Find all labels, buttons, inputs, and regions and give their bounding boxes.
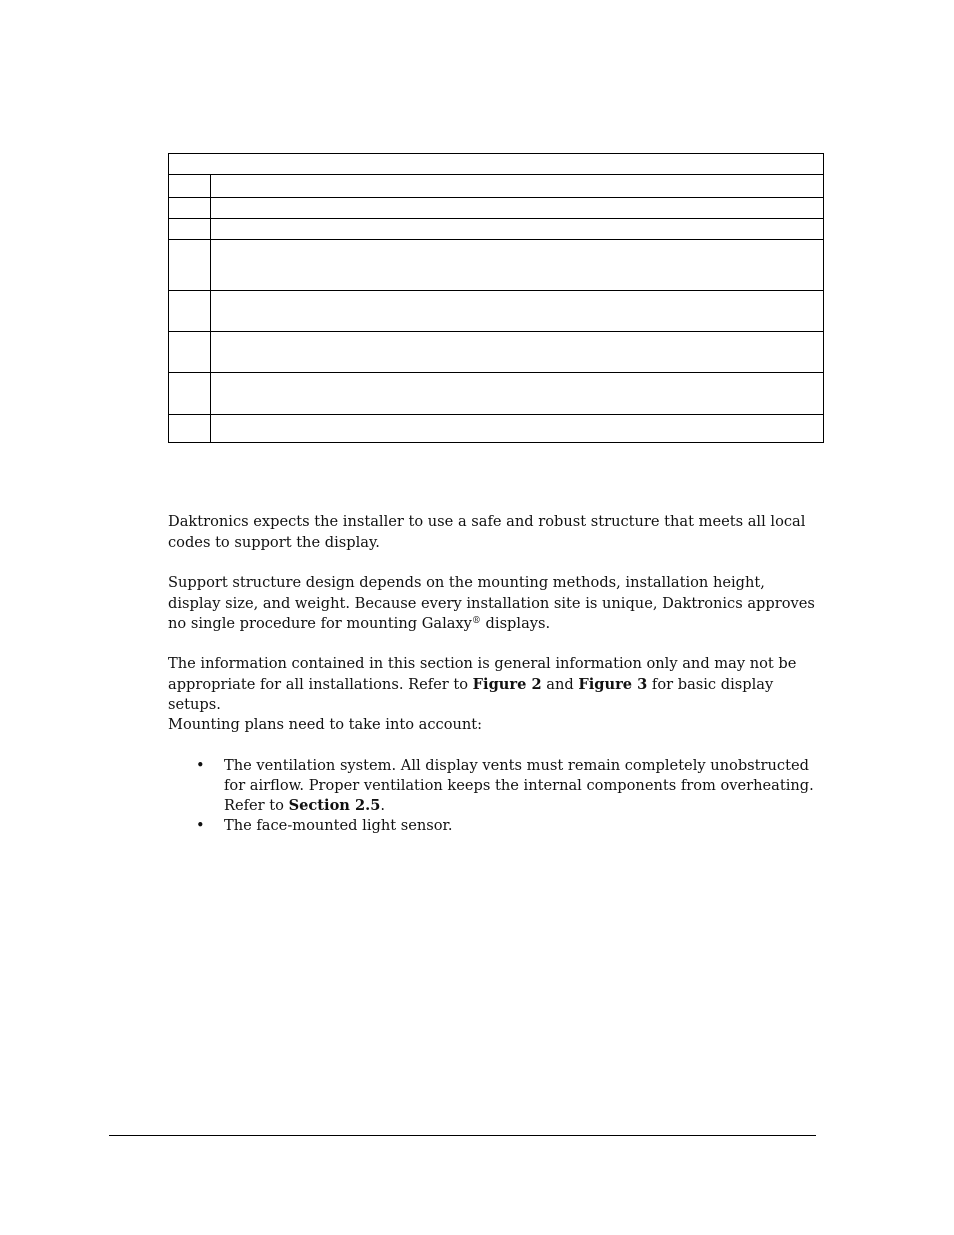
table-cell-text [211, 219, 824, 240]
table-cell-text [211, 332, 824, 373]
paragraph-text-segment: and [541, 675, 579, 693]
paragraph-text: Mounting plans need to take into account: [168, 716, 483, 733]
table-row [169, 373, 824, 415]
paragraph-mounting-plans [168, 715, 818, 736]
table-cell-text [211, 415, 824, 443]
list-item-text: . [380, 797, 386, 814]
table-row [169, 240, 824, 291]
table-row [169, 219, 824, 240]
paragraph-text [168, 573, 818, 635]
figure-3-reference: Figure 3 [578, 675, 648, 693]
table-cell-text [211, 240, 824, 291]
paragraph-general-info [168, 654, 818, 716]
mounting-considerations-list [168, 756, 818, 836]
footer-divider [109, 1135, 816, 1136]
table-cell-number [169, 291, 211, 332]
table-cell-number [169, 373, 211, 415]
list-item [168, 756, 818, 816]
table-cell-number [169, 240, 211, 291]
checklist-table [168, 153, 824, 443]
bullet-marker: • [196, 817, 205, 834]
table-row [169, 175, 824, 198]
table-cell-number [169, 332, 211, 373]
paragraph-text-segment: displays. [480, 615, 551, 632]
table-cell-number [169, 219, 211, 240]
figure-2-reference: Figure 2 [472, 675, 542, 693]
table-cell-number [169, 415, 211, 443]
list-item [168, 816, 818, 836]
table-cell-number [169, 198, 211, 219]
paragraph-structure-design [168, 573, 818, 635]
paragraph-structure-expectation [168, 512, 818, 553]
registered-mark: ® [471, 616, 481, 626]
table-row [169, 291, 824, 332]
list-item-text: The ventilation system. All display vents must remain completely unobstructed for airflow. Proper ventilation keeps the internal components from overheating. Refer to [224, 757, 814, 814]
table-header-cell [169, 154, 824, 175]
table-cell-text [211, 198, 824, 219]
paragraph-text-segment: for basic display setups. [168, 675, 774, 713]
paragraph-text-segment: Support structure design depends on the mounting methods, installation height, display size, and weight. Because every installation site is unique, Daktronics approves no single procedure for mounting Galaxy [168, 574, 815, 632]
paragraph-text-segment: The information contained in this section is general information only and may not be appropriate for all installations. Refer to [168, 655, 797, 693]
table-cell-text [211, 291, 824, 332]
list-item-text: The face-mounted light sensor. [224, 817, 453, 834]
paragraph-text [168, 654, 818, 716]
table-row [169, 198, 824, 219]
bullet-marker: • [196, 757, 205, 774]
paragraph-text: Daktronics expects the installer to use a safe and robust structure that meets all local codes to support the display. [168, 513, 806, 551]
table-cell-text [211, 373, 824, 415]
table-header-row [169, 154, 824, 175]
table-cell-text [211, 175, 824, 198]
table-row [169, 332, 824, 373]
table-row [169, 415, 824, 443]
section-reference: Section 2.5 [288, 797, 381, 814]
table-cell-number [169, 175, 211, 198]
